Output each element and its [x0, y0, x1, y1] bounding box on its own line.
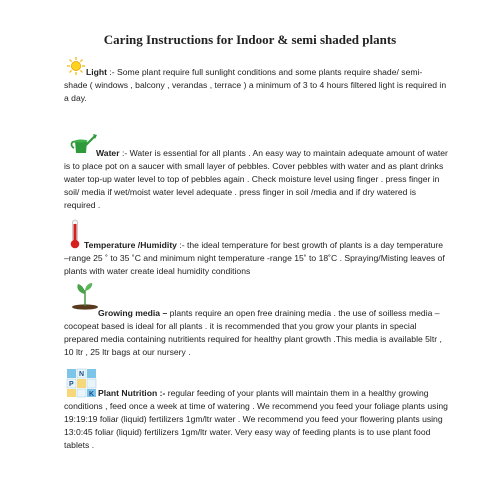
light-section: Light :- Some plant require full sunlight conditions and some plants require shade/ semi- shade ( windows , balcony , verandas , terrace ) a minimum of 3 to 4 hours filtered light is required in a day.	[64, 67, 447, 103]
growing-media-heading: Growing media –	[98, 308, 168, 318]
nutrient-letter-p: P	[69, 381, 74, 388]
light-text: Some plant require full sunlight conditions and some plants require shade/ semi- shade ( windows , balcony , verandas , terrace ) a minimum of 3 to 4 hours filtered light is required in a day.	[64, 67, 447, 103]
water-section: Water :- Water is essential for all plants . An easy way to maintain adequate amount of water is to place pot on a saucer with small layer of pebbles. Cover pebbles with water and as plant drinks water top-up water level to top of pebbles again . Check moisture level using finger . press finger in soil/ media if wet/moist water level adequate . press finger in soil /media and if dry watered is required .	[64, 148, 448, 210]
water-text: Water is essential for all plants . An easy way to maintain adequate amount of water is to place pot on a saucer with small layer of pebbles. Cover pebbles with water and as plant drinks water top-up water level to top of pebbles again . Check moisture level using finger . press finger in soil/ media if wet/moist water level adequate . press finger in soil /media and if dry watered is required .	[64, 148, 448, 210]
plant-nutrition-heading: Plant Nutrition :-	[98, 388, 166, 398]
seedling-icon	[70, 280, 100, 310]
document-title: Caring Instructions for Indoor & semi shaded plants	[103, 32, 397, 47]
water-heading: Water	[96, 148, 120, 158]
nutrient-letter-n: N	[79, 371, 85, 378]
nutrient-letter-k: K	[89, 391, 95, 398]
growing-media-section	[64, 307, 448, 359]
plant-nutrition-section	[64, 387, 448, 452]
plant-nutrition-text: regular feeding of your plants will maintain them in a healthy growing conditions , feed once a week at time of watering . We recommend you feed your foliage plants using 19:19:19 foliar (liquid) fertilizers 1gm/ltr water . We recommend you feed your flowering plants using 13:0:45 foliar (liquid) fertilizers 1gm/ltr water. Very easy way of feeding plants is to use plant food tablets .	[64, 388, 448, 450]
light-heading: Light	[86, 67, 107, 77]
temperature-text: the ideal temperature for best growth of plants is a day temperature –range 25 ˚ to 35 ˚C and minimum night temperature -range 15˚ to 18˚C . Spraying/Misting leaves of plants with water create ideal humidity conditions	[64, 240, 445, 276]
temperature-heading: Temperature /Humidity	[84, 240, 177, 250]
growing-media-text: plants require an open free draining media . the use of soilless media –cocopeat based is ideal for all plants . it is recommended that you grow your plants in special prepared media containing nutritients required for healthy plant growth .This media is available 5ltr , 10 ltr , 25 ltr bags at our nursery .	[64, 308, 442, 357]
temperature-section: Temperature /Humidity :- the ideal temperature for best growth of plants is a day temperature –range 25 ˚ to 35 ˚C and minimum night temperature -range 15˚ to 18˚C . Spraying/Misting leaves of plants with water create ideal humidity conditions	[64, 240, 445, 276]
